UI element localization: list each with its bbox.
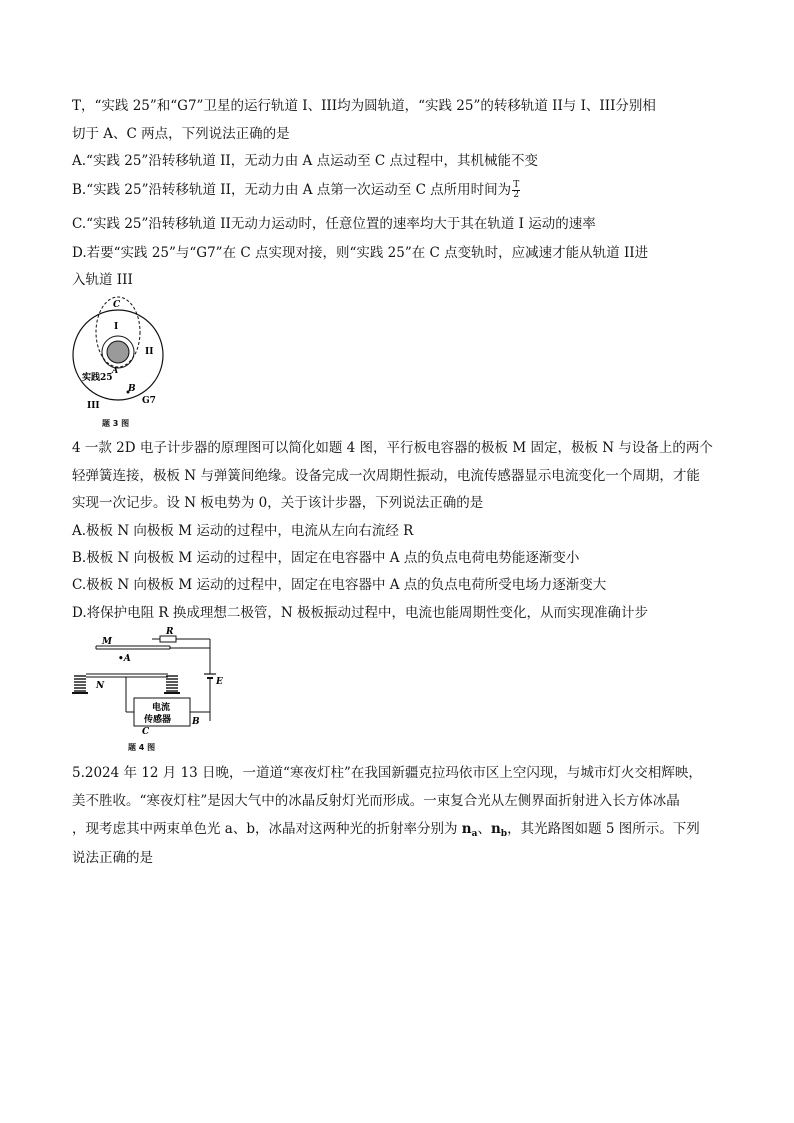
pedometer-circuit-diagram — [70, 626, 240, 738]
q5-line3-suffix: ，其光路图如题 5 图所示。下列 — [507, 821, 700, 837]
spring-left — [72, 676, 88, 693]
label-satellite: 实践25 — [82, 373, 113, 383]
label-b: B — [128, 384, 136, 394]
fraction-denominator: 2 — [513, 190, 520, 200]
q5-separator: 、 — [477, 821, 491, 837]
label-i: I — [114, 322, 119, 332]
q3-stem-line2: 切于 A、C 两点，下列说法正确的是 — [72, 126, 290, 142]
label-m: M — [102, 637, 112, 647]
q3-option-d-line1: D.若要“实践 25”与“G7”在 C 点实现对接，则“实践 25”在 C 点变轨时，应减速才能从轨道 II进 — [72, 245, 649, 261]
refractive-index-a — [462, 821, 478, 837]
q4-stem-line3: 实现一次记步。设 N 板电势为 0，关于该计步器，下列说法正确的是 — [72, 495, 484, 511]
q4-stem-line2: 轻弹簧连接，极板 N 与弹簧间绝缘。设备完成一次周期性振动，电流传感器显示电流变化一个周期，才能 — [72, 468, 700, 484]
q5-line3-prefix: ，现考虑其中两束单色光 a、b，冰晶对这两种光的折射率分别为 — [72, 821, 462, 837]
q3-option-b — [72, 180, 520, 200]
n-b-sub: b — [500, 829, 508, 839]
sensor-label-line2: 传感器 — [144, 715, 172, 725]
q5-stem-line1: 5.2024 年 12 月 13 日晚，一道道“寒夜灯柱”在我国新疆克拉玛依市区上空闪现，与城市灯火交相辉映， — [72, 765, 702, 781]
label-a: A — [112, 365, 119, 375]
label-a: •A — [118, 654, 131, 664]
q4-option-d: D.将保护电阻 R 换成理想二极管，N 极板振动过程中，电流也能周期性变化，从而实现准确计步 — [72, 605, 648, 621]
q3-option-b-text: B.“实践 25”沿转移轨道 II，无动力由 A 点第一次运动至 C 点所用时间为 — [72, 182, 512, 198]
label-r: R — [166, 627, 174, 637]
n-a-base: n — [461, 821, 472, 837]
label-ii: II — [145, 347, 154, 357]
label-g7: G7 — [142, 396, 156, 406]
q3-option-d-line2: 入轨道 III — [72, 272, 133, 288]
n-b-base: n — [490, 821, 501, 837]
earth — [107, 341, 129, 363]
label-c: C — [142, 727, 150, 737]
q4-option-c: C.极板 N 向极板 M 运动的过程中，固定在电容器中 A 点的负点电荷所受电场力逐渐变大 — [72, 577, 607, 593]
q5-stem-line2: 美不胜收。“寒夜灯柱”是因大气中的冰晶反射灯光而形成。一束复合光从左侧界面折射进入长方体冰晶 — [72, 793, 680, 809]
label-e: E — [216, 677, 223, 687]
q5-stem-line3 — [72, 819, 700, 844]
label-n: N — [96, 681, 105, 691]
figure-3-caption: 题 3 图 — [102, 419, 130, 428]
n-a-sub: a — [471, 829, 478, 839]
figure-4-caption: 题 4 图 — [128, 743, 156, 752]
refractive-index-b — [491, 821, 507, 837]
q5-stem-line4: 说法正确的是 — [72, 850, 153, 866]
q3-option-b-fraction — [512, 181, 520, 200]
label-iii: III — [87, 401, 100, 411]
q4-stem-line1: 4 一款 2D 电子计步器的原理图可以简化如题 4 图，平行板电容器的极板 M 固定，极板 N 与设备上的两个 — [72, 440, 713, 456]
q3-option-a: A.“实践 25”沿转移轨道 II，无动力由 A 点运动至 C 点过程中，其机械能不变 — [72, 153, 539, 169]
spring-right — [164, 676, 180, 693]
label-c: C — [113, 300, 121, 310]
label-b: B — [192, 717, 200, 727]
q4-option-a: A.极板 N 向极板 M 运动的过程中，电流从左向右流经 R — [72, 523, 414, 539]
q4-option-b: B.极板 N 向极板 M 运动的过程中，固定在电容器中 A 点的负点电荷电势能逐渐变小 — [72, 550, 580, 566]
fraction-numerator: T — [513, 180, 520, 190]
q3-option-c: C.“实践 25”沿转移轨道 II无动力运动时，任意位置的速率均大于其在轨道 I 运动的速率 — [72, 216, 596, 232]
q3-stem-line1: T，“实践 25”和“G7”卫星的运行轨道 I、III均为圆轨道，“实践 25”的转移轨道 II与 I、III分别相 — [72, 98, 656, 114]
orbit-diagram — [70, 292, 170, 432]
sensor-label-line1: 电流 — [152, 703, 171, 713]
